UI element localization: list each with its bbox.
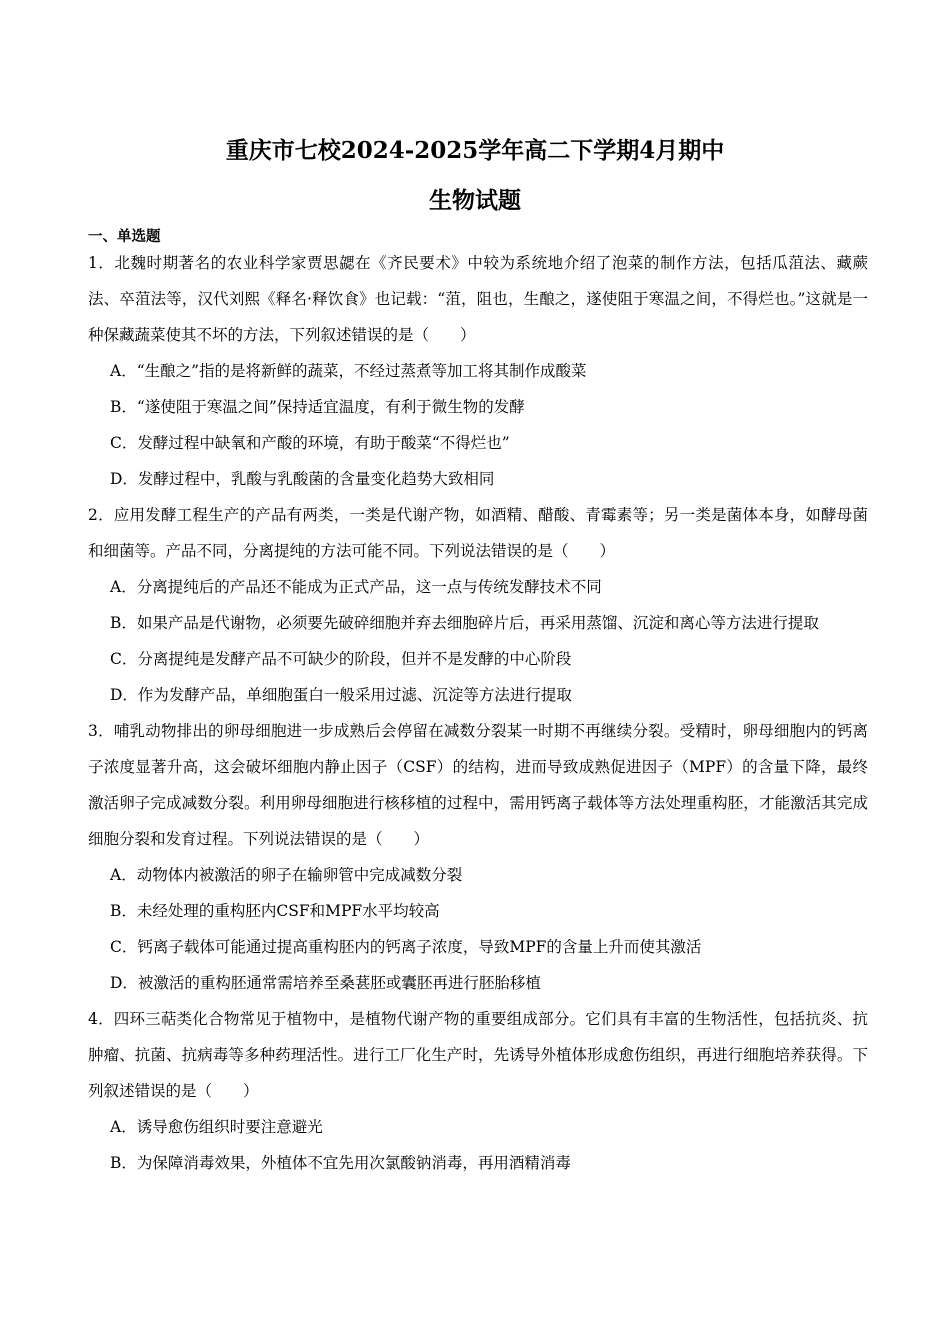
exam-subject-title: 生物试题	[429, 187, 521, 214]
option-d: D．作为发酵产品，单细胞蛋白一般采用过滤、沉淀等方法进行提取	[110, 686, 572, 704]
question-stem: 4．四环三萜类化合物常见于植物中，是植物代谢产物的重要组成部分。它们具有丰富的生物活性，包括抗炎、抗肿瘤、抗菌、抗病毒等多种药理活性。进行工厂化生产时，先诱导外植体形成愈伤组织，再进行细胞培养获得。下列叙述错误的是（ ）	[88, 1010, 868, 1100]
option-b: B．如果产品是代谢物，必须要先破碎细胞并弃去细胞碎片后，再采用蒸馏、沉淀和离心等方法进行提取	[110, 614, 819, 632]
question-stem: 1．北魏时期著名的农业科学家贾思勰在《齐民要术》中较为系统地介绍了泡菜的制作方法，包括瓜菹法、藏蕨法、卒菹法等，汉代刘熙《释名·释饮食》也记载：“菹，阻也，生酿之，遂使阻于寒温之间，不得烂也。”这就是一种保藏蔬菜使其不坏的方法，下列叙述错误的是（ ）	[88, 254, 868, 344]
question-4	[88, 1001, 868, 1181]
option-c: C．分离提纯是发酵产品不可缺少的阶段，但并不是发酵的中心阶段	[110, 650, 572, 668]
option-a: A．“生酿之”指的是将新鲜的蔬菜，不经过蒸煮等加工将其制作成酸菜	[110, 362, 587, 380]
question-list	[88, 245, 868, 1181]
question-stem: 3．哺乳动物排出的卵母细胞进一步成熟后会停留在减数分裂某一时期不再继续分裂。受精时，卵母细胞内的钙离子浓度显著升高，这会破坏细胞内静止因子（CSF）的结构，进而导致成熟促进因子（MPF）的含量下降，最终激活卵子完成减数分裂。利用卵母细胞进行核移植的过程中，需用钙离子载体等方法处理重构胚，才能激活其完成细胞分裂和发育过程。下列说法错误的是（ ）	[88, 722, 868, 848]
option-b: B．“遂使阻于寒温之间”保持适宜温度，有利于微生物的发酵	[110, 398, 525, 416]
option-a: A．动物体内被激活的卵子在输卵管中完成减数分裂	[110, 866, 463, 884]
section-heading: 一、单选题	[88, 228, 161, 245]
option-b: B．未经处理的重构胚内CSF和MPF水平均较高	[110, 902, 440, 920]
question-stem: 2．应用发酵工程生产的产品有两类，一类是代谢产物，如酒精、醋酸、青霉素等；另一类是菌体本身，如酵母菌和细菌等。产品不同，分离提纯的方法可能不同。下列说法错误的是（ ）	[88, 506, 868, 560]
question-2	[88, 497, 868, 713]
question-1	[88, 245, 868, 497]
option-c: C．发酵过程中缺氧和产酸的环境，有助于酸菜“不得烂也”	[110, 434, 510, 452]
option-a: A．诱导愈伤组织时要注意避光	[110, 1118, 323, 1136]
exam-title: 重庆市七校2024-2025学年高二下学期4月期中	[225, 137, 725, 164]
option-b: B．为保障消毒效果，外植体不宜先用次氯酸钠消毒，再用酒精消毒	[110, 1154, 571, 1172]
option-c: C．钙离子载体可能通过提高重构胚内的钙离子浓度，导致MPF的含量上升而使其激活	[110, 938, 702, 956]
option-d: D．发酵过程中，乳酸与乳酸菌的含量变化趋势大致相同	[110, 470, 495, 488]
question-3	[88, 713, 868, 1001]
option-d: D．被激活的重构胚通常需培养至桑葚胚或囊胚再进行胚胎移植	[110, 974, 541, 992]
option-a: A．分离提纯后的产品还不能成为正式产品，这一点与传统发酵技术不同	[110, 578, 602, 596]
